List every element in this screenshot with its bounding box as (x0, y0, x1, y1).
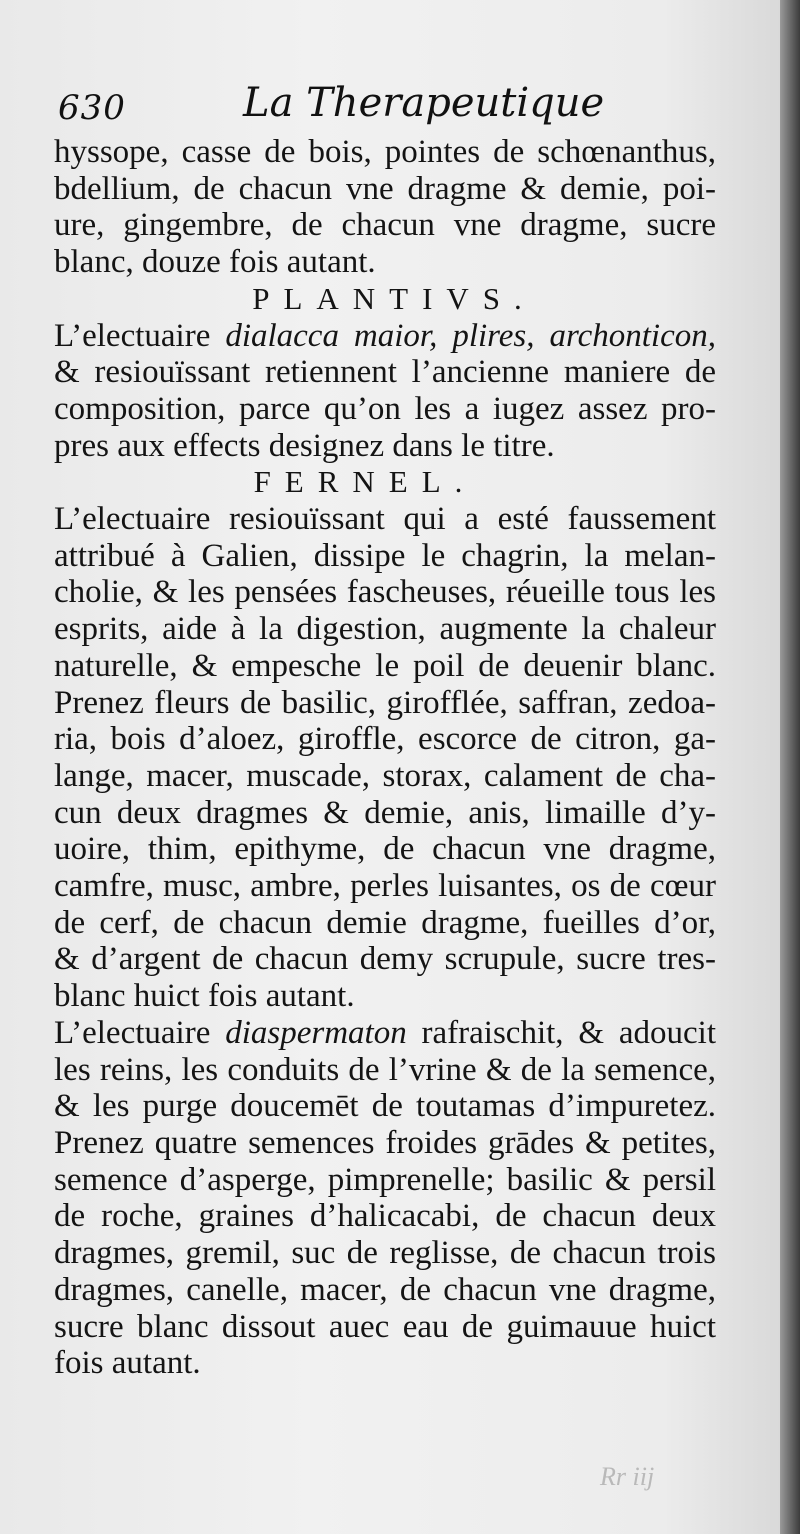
text-line: attribué à Galien, dissipe le chagrin, la melan- (54, 537, 716, 574)
text-line: de roche, graines d’halicacabi, de chacun deux (54, 1198, 716, 1235)
text-line: L’electuaire resiouïssant qui a esté faussement (54, 501, 716, 538)
text-line: naturelle, & empesche le poil de deuenir blanc. (54, 647, 716, 684)
section-heading-plantius: PLANTIVS. (252, 280, 536, 316)
text-line: L’electuaire dialacca maior, plires, archonticon, (54, 317, 716, 354)
page-number: 630 (58, 88, 126, 128)
text-line: bdellium, de chacun vne dragme & demie, poi- (54, 170, 716, 207)
text-line: fois autant. (54, 1345, 201, 1382)
text-line: dragmes, gremil, suc de reglisse, de chacun trois (54, 1235, 716, 1272)
text-line: camfre, musc, ambre, perles luisantes, os de cœur (54, 868, 716, 905)
text-line: Prenez fleurs de basilic, girofflée, saffran, zedoa- (54, 684, 716, 721)
text-line: cun deux dragmes & demie, anis, limaille d’y- (54, 794, 716, 831)
page-header (58, 80, 748, 130)
text-line: les reins, les conduits de l’vrine & de la semence, (54, 1051, 716, 1088)
body-text (54, 134, 716, 1382)
text-line: sucre blanc dissout auec eau de guimauue huict (54, 1308, 716, 1345)
text-line: & d’argent de chacun demy scrupule, sucre tres- (54, 941, 716, 978)
text-line: L’electuaire diaspermaton rafraischit, & adoucit (54, 1014, 716, 1051)
text-line: cholie, & les pensées fascheuses, réueille tous les (54, 574, 716, 611)
text-line: & resiouïssant retiennent l’ancienne maniere de (54, 354, 716, 391)
text-line: uoire, thim, epithyme, de chacun vne dragme, (54, 831, 716, 868)
text-line: hyssope, casse de bois, pointes de schœnanthus, (54, 134, 716, 170)
text-line: ure, gingembre, de chacun vne dragme, sucre (54, 207, 716, 244)
italic-drug-names: dialacca maior, plires, archonticon, (225, 317, 716, 354)
text-line: blanc, douze fois autant. (54, 244, 376, 281)
text-line: semence d’asperge, pimprenelle; basilic & persil (54, 1161, 716, 1198)
book-gutter (780, 0, 800, 1534)
text-line: Prenez quatre semences froides grādes & petites, (54, 1124, 716, 1161)
text-line: composition, parce qu’on les a iugez assez pro- (54, 390, 716, 427)
text-line: & les purge doucemēt de toutamas d’impuretez. (54, 1088, 716, 1125)
running-title: La Therapeutique (243, 80, 605, 126)
text-line: dragmes, canelle, macer, de chacun vne dragme, (54, 1271, 716, 1308)
bleed-through-signature: Rr iij (600, 1462, 655, 1491)
text-line: esprits, aide à la digestion, augmente la chaleur (54, 611, 716, 648)
text-line: blanc huict fois autant. (54, 978, 355, 1015)
text-line: de cerf, de chacun demie dragme, fueilles d’or, (54, 904, 716, 941)
text-line: pres aux effects designez dans le titre. (54, 427, 555, 464)
text-line: lange, macer, muscade, storax, calament de cha- (54, 757, 716, 794)
italic-drug-name: diaspermaton (225, 1014, 407, 1051)
section-heading-fernel: FERNEL. (253, 464, 477, 500)
text-line: ria, bois d’aloez, giroffle, escorce de citron, ga- (54, 721, 716, 758)
